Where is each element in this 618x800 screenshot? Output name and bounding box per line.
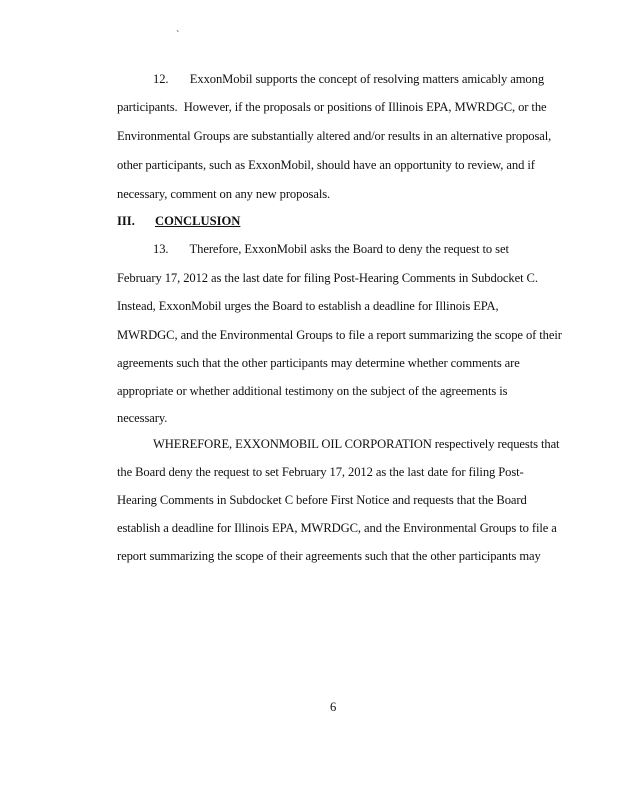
paragraph-13-line-5: agreements such that the other participants may determine whether comments are xyxy=(117,356,520,370)
section-title: CONCLUSION xyxy=(155,214,241,228)
section-heading xyxy=(117,214,240,229)
wherefore-line-4: establish a deadline for Illinois EPA, MWRDGC, and the Environmental Groups to file a xyxy=(117,521,557,535)
paragraph-12-line-3: Environmental Groups are substantially altered and/or results in an alternative proposal, xyxy=(117,129,552,143)
wherefore-line-1: WHEREFORE, EXXONMOBIL OIL CORPORATION respectively requests that xyxy=(153,437,560,451)
paragraph-13-line-3: Instead, ExxonMobil urges the Board to establish a deadline for Illinois EPA, xyxy=(117,299,499,313)
paragraph-13-line-6: appropriate or whether additional testimony on the subject of the agreements is xyxy=(117,384,508,398)
wherefore-line-3: Hearing Comments in Subdocket C before First Notice and requests that the Board xyxy=(117,493,527,507)
section-number: III. xyxy=(117,214,135,228)
wherefore-line-5: report summarizing the scope of their agreements such that the other participants may xyxy=(117,549,541,563)
paragraph-13-line-2: February 17, 2012 as the last date for filing Post-Hearing Comments in Subdocket C. xyxy=(117,271,538,285)
paragraph-12-line-2: participants. However, if the proposals or positions of Illinois EPA, MWRDGC, or the xyxy=(117,100,547,114)
wherefore-line-2: the Board deny the request to set February 17, 2012 as the last date for filing Post- xyxy=(117,465,524,479)
paragraph-13-line-7: necessary. xyxy=(117,411,168,425)
stray-mark: ` xyxy=(176,30,180,41)
page-number: 6 xyxy=(330,700,337,714)
paragraph-12-line-4: other participants, such as ExxonMobil, should have an opportunity to review, and if xyxy=(117,158,535,172)
paragraph-12-line-1: 12. ExxonMobil supports the concept of resolving matters amicably among xyxy=(153,72,545,86)
paragraph-13-line-1: 13. Therefore, ExxonMobil asks the Board to deny the request to set xyxy=(153,242,509,256)
paragraph-13-line-4: MWRDGC, and the Environmental Groups to file a report summarizing the scope of their xyxy=(117,328,562,342)
paragraph-12-line-5: necessary, comment on any new proposals. xyxy=(117,187,331,201)
